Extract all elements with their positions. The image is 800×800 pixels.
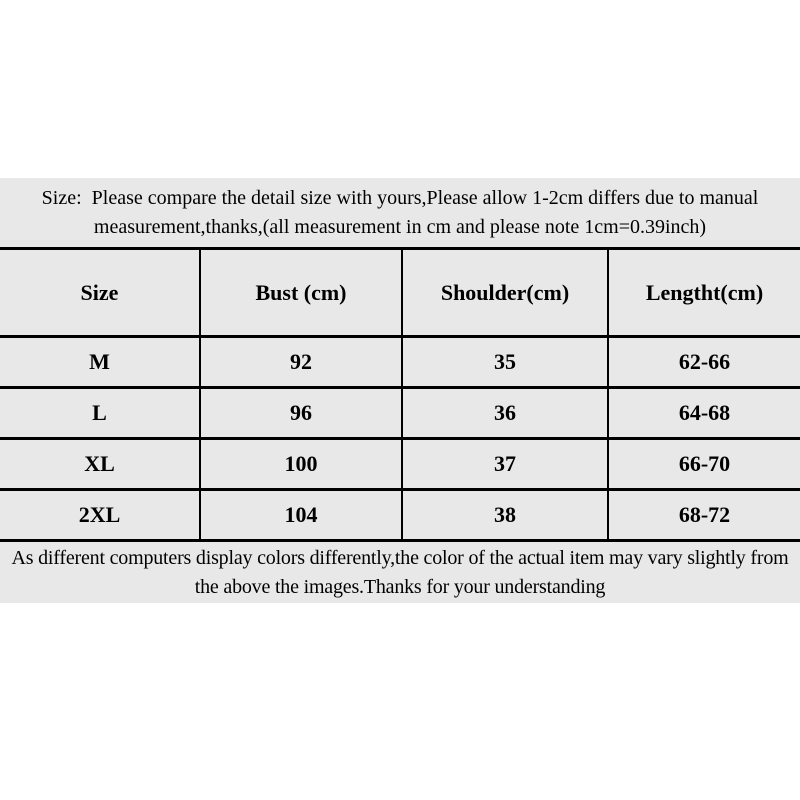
- cell-size: XL: [84, 451, 115, 476]
- size-table: [0, 247, 800, 542]
- table-row-m: [0, 337, 800, 388]
- table-row-l: [0, 388, 800, 439]
- measurement-note: Size: Please compare the detail size with yours,Please allow 1-2cm differs due to manual measurement,thanks,(all measurement in cm and please note 1cm=0.39inch): [0, 178, 800, 247]
- column-header-size: Size: [80, 279, 119, 305]
- cell-bust: 96: [200, 388, 402, 439]
- table-row-2xl: [0, 490, 800, 541]
- cell-length: 68-72: [608, 490, 800, 541]
- table-row-xl: [0, 439, 800, 490]
- cell-length: 66-70: [608, 439, 800, 490]
- column-header-length: Lengtht(cm): [608, 249, 800, 337]
- cell-size: L: [92, 400, 107, 425]
- cell-bust: 100: [200, 439, 402, 490]
- column-header-bust: Bust (cm): [200, 249, 402, 337]
- size-table-header-row: [0, 249, 800, 337]
- cell-size: M: [89, 349, 110, 374]
- column-header-shoulder: Shoulder(cm): [402, 249, 608, 337]
- cell-shoulder: 37: [402, 439, 608, 490]
- cell-shoulder: 36: [402, 388, 608, 439]
- cell-length: 64-68: [608, 388, 800, 439]
- cell-length: 62-66: [608, 337, 800, 388]
- size-chart-panel: [0, 178, 800, 603]
- cell-size: 2XL: [78, 502, 121, 527]
- cell-bust: 92: [200, 337, 402, 388]
- cell-shoulder: 35: [402, 337, 608, 388]
- cell-shoulder: 38: [402, 490, 608, 541]
- cell-bust: 104: [200, 490, 402, 541]
- color-disclaimer-note: As different computers display colors differently,the color of the actual item may vary slightly from the above the images.Thanks for your understanding: [0, 542, 800, 603]
